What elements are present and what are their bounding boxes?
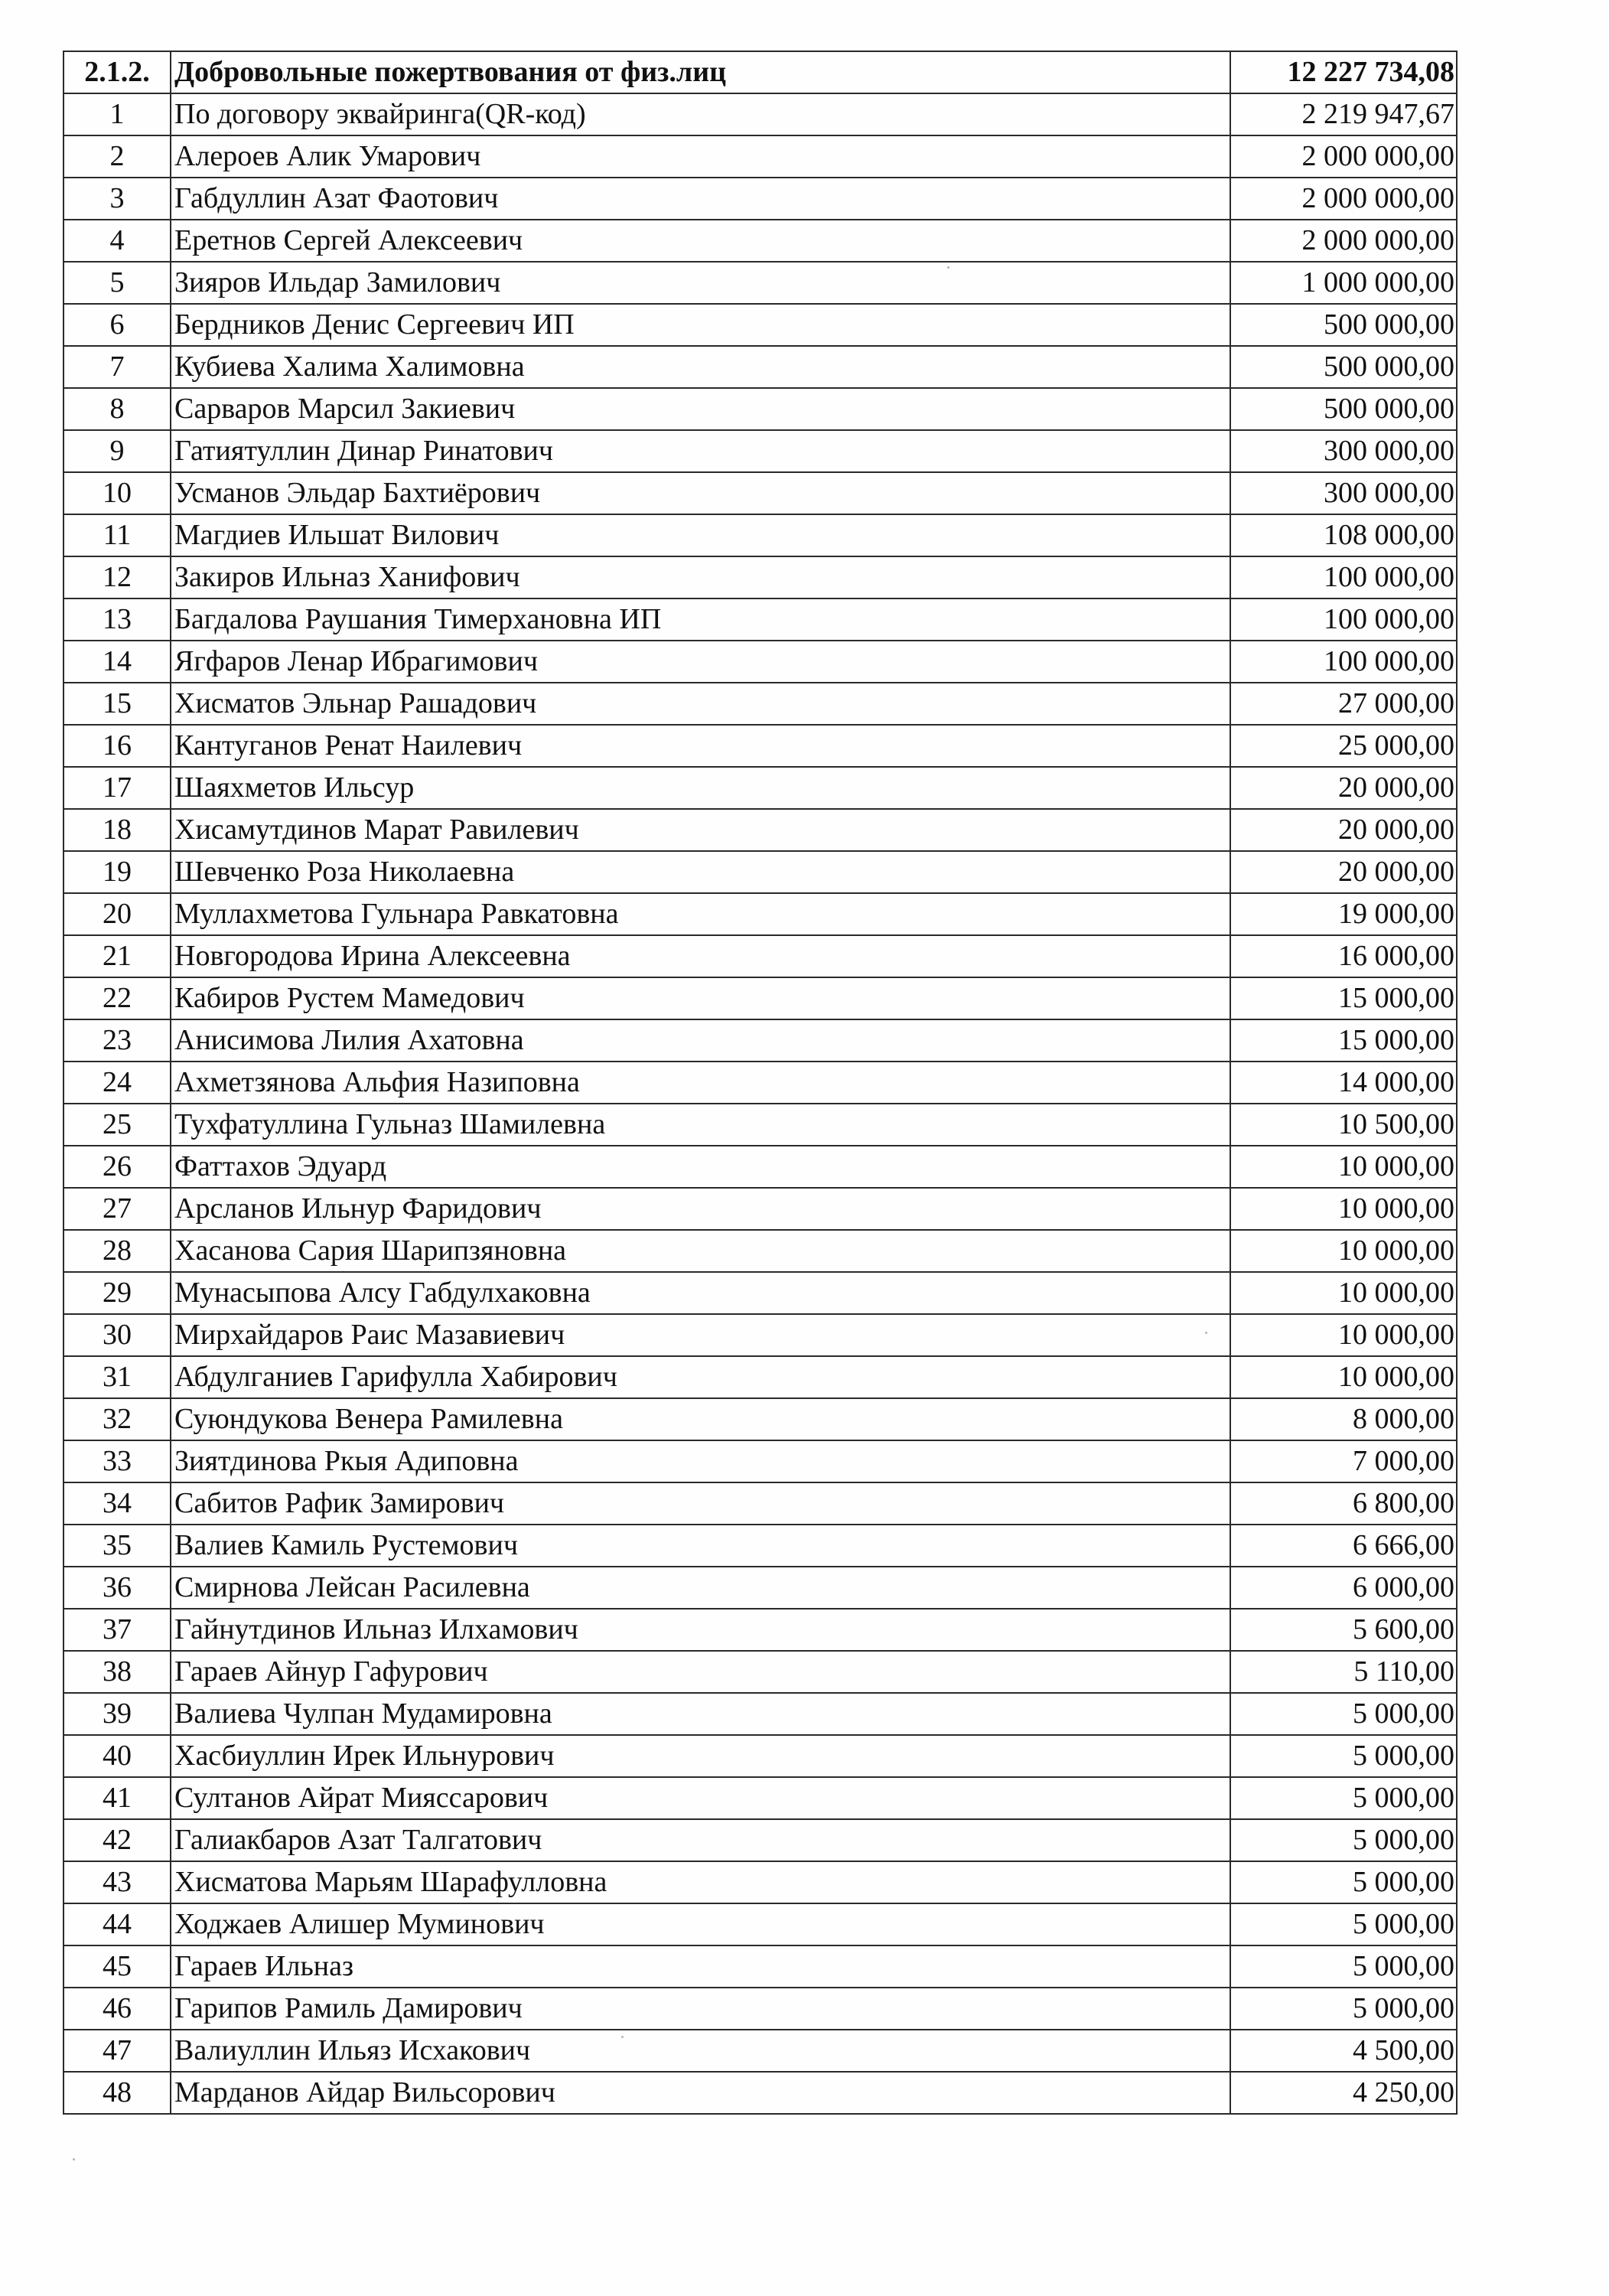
row-number: 43	[64, 1861, 171, 1903]
row-number: 8	[64, 388, 171, 430]
table-row	[64, 1314, 1457, 1356]
donation-amount: 500 000,00	[1230, 388, 1457, 430]
row-number: 19	[64, 851, 171, 893]
row-number: 47	[64, 2030, 171, 2072]
donation-amount: 10 000,00	[1230, 1230, 1457, 1272]
table-row	[64, 430, 1457, 472]
row-number: 21	[64, 935, 171, 977]
table-row	[64, 1482, 1457, 1525]
donor-name: Габдуллин Азат Фаотович	[171, 178, 1230, 220]
table-row	[64, 1398, 1457, 1440]
row-number: 29	[64, 1272, 171, 1314]
donation-amount: 20 000,00	[1230, 809, 1457, 851]
donor-name: Кабиров Рустем Мамедович	[171, 977, 1230, 1019]
row-number: 17	[64, 767, 171, 809]
donation-amount: 5 000,00	[1230, 1988, 1457, 2030]
row-number: 11	[64, 514, 171, 556]
row-number: 25	[64, 1104, 171, 1146]
table-row	[64, 514, 1457, 556]
row-number: 38	[64, 1651, 171, 1693]
donor-name: Суюндукова Венера Рамилевна	[171, 1398, 1230, 1440]
row-number: 23	[64, 1019, 171, 1062]
donation-amount: 5 000,00	[1230, 1693, 1457, 1735]
donor-name: Тухфатуллина Гульназ Шамилевна	[171, 1104, 1230, 1146]
row-number: 20	[64, 893, 171, 935]
donor-name: Гараев Ильназ	[171, 1945, 1230, 1988]
table-row	[64, 1525, 1457, 1567]
donation-amount: 10 000,00	[1230, 1314, 1457, 1356]
donor-name: Кубиева Халима Халимовна	[171, 346, 1230, 388]
donation-amount: 15 000,00	[1230, 1019, 1457, 1062]
table-row	[64, 725, 1457, 767]
row-number: 39	[64, 1693, 171, 1735]
donor-name: Хисамутдинов Марат Равилевич	[171, 809, 1230, 851]
row-number: 4	[64, 220, 171, 262]
section-title: Добровольные пожертвования от физ.лиц	[171, 51, 1230, 93]
row-number: 33	[64, 1440, 171, 1482]
table-row	[64, 1609, 1457, 1651]
table-row	[64, 1651, 1457, 1693]
donation-amount: 20 000,00	[1230, 767, 1457, 809]
donation-amount: 100 000,00	[1230, 556, 1457, 598]
table-row	[64, 2072, 1457, 2114]
table-row	[64, 1693, 1457, 1735]
donation-amount: 300 000,00	[1230, 472, 1457, 514]
table-row	[64, 1104, 1457, 1146]
scan-speck	[1205, 1332, 1207, 1334]
donation-amount: 108 000,00	[1230, 514, 1457, 556]
donation-amount: 1 000 000,00	[1230, 262, 1457, 304]
donation-amount: 5 000,00	[1230, 1945, 1457, 1988]
donor-name: Валиев Камиль Рустемович	[171, 1525, 1230, 1567]
donation-amount: 5 000,00	[1230, 1903, 1457, 1945]
donation-amount: 5 000,00	[1230, 1819, 1457, 1861]
row-number: 1	[64, 93, 171, 135]
donor-name: Валиуллин Ильяз Исхакович	[171, 2030, 1230, 2072]
table-row	[64, 220, 1457, 262]
donor-name: Гайнутдинов Ильназ Илхамович	[171, 1609, 1230, 1651]
row-number: 30	[64, 1314, 171, 1356]
row-number: 40	[64, 1735, 171, 1777]
scan-speck	[621, 2036, 624, 2038]
donor-name: Смирнова Лейсан Расилевна	[171, 1567, 1230, 1609]
donor-name: Шаяхметов Ильсур	[171, 767, 1230, 809]
donation-amount: 100 000,00	[1230, 641, 1457, 683]
table-row	[64, 1819, 1457, 1861]
row-number: 24	[64, 1062, 171, 1104]
row-number: 9	[64, 430, 171, 472]
row-number: 12	[64, 556, 171, 598]
donor-name: Гараев Айнур Гафурович	[171, 1651, 1230, 1693]
donation-amount: 5 000,00	[1230, 1735, 1457, 1777]
table-row	[64, 1735, 1457, 1777]
row-number: 10	[64, 472, 171, 514]
table-row	[64, 1188, 1457, 1230]
donor-name: Зияров Ильдар Замилович	[171, 262, 1230, 304]
donor-name: Валиева Чулпан Мудамировна	[171, 1693, 1230, 1735]
table-row	[64, 93, 1457, 135]
table-row	[64, 1019, 1457, 1062]
donor-name: Шевченко Роза Николаевна	[171, 851, 1230, 893]
row-number: 13	[64, 598, 171, 641]
row-number: 37	[64, 1609, 171, 1651]
table-row	[64, 1903, 1457, 1945]
table-row	[64, 1230, 1457, 1272]
donation-amount: 6 000,00	[1230, 1567, 1457, 1609]
donor-name: Марданов Айдар Вильсорович	[171, 2072, 1230, 2114]
table-row	[64, 1945, 1457, 1988]
donation-amount: 4 500,00	[1230, 2030, 1457, 2072]
row-number: 14	[64, 641, 171, 683]
table-row	[64, 388, 1457, 430]
row-number: 41	[64, 1777, 171, 1819]
row-number: 45	[64, 1945, 171, 1988]
donor-name: Султанов Айрат Мияссарович	[171, 1777, 1230, 1819]
donor-name: Гарипов Рамиль Дамирович	[171, 1988, 1230, 2030]
row-number: 2	[64, 135, 171, 178]
table-row	[64, 641, 1457, 683]
donor-name: Ягфаров Ленар Ибрагимович	[171, 641, 1230, 683]
donation-amount: 20 000,00	[1230, 851, 1457, 893]
donation-amount: 2 000 000,00	[1230, 135, 1457, 178]
donor-name: Арсланов Ильнур Фаридович	[171, 1188, 1230, 1230]
row-number: 44	[64, 1903, 171, 1945]
donor-name: Фаттахов Эдуард	[171, 1146, 1230, 1188]
donation-amount: 27 000,00	[1230, 683, 1457, 725]
donation-amount: 10 000,00	[1230, 1356, 1457, 1398]
row-number: 7	[64, 346, 171, 388]
donor-name: Бердников Денис Сергеевич ИП	[171, 304, 1230, 346]
donor-name: Багдалова Раушания Тимерхановна ИП	[171, 598, 1230, 641]
donor-name: Еретнов Сергей Алексеевич	[171, 220, 1230, 262]
table-row	[64, 683, 1457, 725]
table-row	[64, 304, 1457, 346]
donation-amount: 5 600,00	[1230, 1609, 1457, 1651]
row-number: 22	[64, 977, 171, 1019]
table-row	[64, 262, 1457, 304]
row-number: 5	[64, 262, 171, 304]
row-number: 31	[64, 1356, 171, 1398]
donor-name: Хасанова Сария Шарипзяновна	[171, 1230, 1230, 1272]
donor-name: Сабитов Рафик Замирович	[171, 1482, 1230, 1525]
donor-name: Ходжаев Алишер Муминович	[171, 1903, 1230, 1945]
row-number: 26	[64, 1146, 171, 1188]
scan-speck	[947, 266, 949, 269]
donation-amount: 2 219 947,67	[1230, 93, 1457, 135]
row-number: 36	[64, 1567, 171, 1609]
donor-name: Хасбиуллин Ирек Ильнурович	[171, 1735, 1230, 1777]
table-row	[64, 1988, 1457, 2030]
donor-name: Абдулганиев Гарифулла Хабирович	[171, 1356, 1230, 1398]
donation-amount: 2 000 000,00	[1230, 178, 1457, 220]
table-row	[64, 1861, 1457, 1903]
table-row	[64, 977, 1457, 1019]
donor-name: Хисматов Эльнар Рашадович	[171, 683, 1230, 725]
row-number: 34	[64, 1482, 171, 1525]
donation-amount: 300 000,00	[1230, 430, 1457, 472]
donation-amount: 500 000,00	[1230, 346, 1457, 388]
donor-name: Ахметзянова Альфия Назиповна	[171, 1062, 1230, 1104]
donation-amount: 6 800,00	[1230, 1482, 1457, 1525]
donor-name: Мунасыпова Алсу Габдулхаковна	[171, 1272, 1230, 1314]
donation-amount: 5 110,00	[1230, 1651, 1457, 1693]
section-header-row	[64, 51, 1457, 93]
donation-amount: 4 250,00	[1230, 2072, 1457, 2114]
donor-name: Анисимова Лилия Ахатовна	[171, 1019, 1230, 1062]
row-number: 15	[64, 683, 171, 725]
row-number: 46	[64, 1988, 171, 2030]
table-row	[64, 1146, 1457, 1188]
table-row	[64, 2030, 1457, 2072]
donor-name: Новгородова Ирина Алексеевна	[171, 935, 1230, 977]
donor-name: Сарваров Марсил Закиевич	[171, 388, 1230, 430]
row-number: 28	[64, 1230, 171, 1272]
table-row	[64, 893, 1457, 935]
table-row	[64, 1567, 1457, 1609]
table-row	[64, 935, 1457, 977]
donation-amount: 5 000,00	[1230, 1777, 1457, 1819]
donation-amount: 14 000,00	[1230, 1062, 1457, 1104]
table-row	[64, 1777, 1457, 1819]
donor-name: Зиятдинова Ркыя Адиповна	[171, 1440, 1230, 1482]
donation-amount: 25 000,00	[1230, 725, 1457, 767]
donation-amount: 16 000,00	[1230, 935, 1457, 977]
table-row	[64, 135, 1457, 178]
donation-amount: 10 000,00	[1230, 1188, 1457, 1230]
row-number: 27	[64, 1188, 171, 1230]
donor-name: Кантуганов Ренат Наилевич	[171, 725, 1230, 767]
table-row	[64, 598, 1457, 641]
donation-amount: 10 000,00	[1230, 1146, 1457, 1188]
donation-amount: 15 000,00	[1230, 977, 1457, 1019]
donor-name: Муллахметова Гульнара Равкатовна	[171, 893, 1230, 935]
donor-name: Усманов Эльдар Бахтиёрович	[171, 472, 1230, 514]
donation-amount: 6 666,00	[1230, 1525, 1457, 1567]
donor-name: Хисматова Марьям Шарафулловна	[171, 1861, 1230, 1903]
row-number: 42	[64, 1819, 171, 1861]
donor-name: Галиакбаров Азат Талгатович	[171, 1819, 1230, 1861]
donor-name: Гатиятуллин Динар Ринатович	[171, 430, 1230, 472]
table-row	[64, 178, 1457, 220]
donor-name: Закиров Ильназ Ханифович	[171, 556, 1230, 598]
row-number: 18	[64, 809, 171, 851]
section-total: 12 227 734,08	[1230, 51, 1457, 93]
table-row	[64, 1062, 1457, 1104]
table-row	[64, 1272, 1457, 1314]
donation-amount: 19 000,00	[1230, 893, 1457, 935]
donation-amount: 100 000,00	[1230, 598, 1457, 641]
table-row	[64, 809, 1457, 851]
table-row	[64, 346, 1457, 388]
donation-amount: 7 000,00	[1230, 1440, 1457, 1482]
section-code: 2.1.2.	[64, 51, 171, 93]
scan-speck	[73, 2158, 75, 2161]
table-row	[64, 1356, 1457, 1398]
donation-amount: 10 000,00	[1230, 1272, 1457, 1314]
row-number: 35	[64, 1525, 171, 1567]
row-number: 48	[64, 2072, 171, 2114]
table-row	[64, 851, 1457, 893]
donation-amount: 8 000,00	[1230, 1398, 1457, 1440]
donor-name: Магдиев Ильшат Вилович	[171, 514, 1230, 556]
donation-amount: 5 000,00	[1230, 1861, 1457, 1903]
donor-name: Мирхайдаров Раис Мазавиевич	[171, 1314, 1230, 1356]
table-row	[64, 472, 1457, 514]
row-number: 32	[64, 1398, 171, 1440]
row-number: 6	[64, 304, 171, 346]
table-row	[64, 556, 1457, 598]
row-number: 16	[64, 725, 171, 767]
donation-amount: 10 500,00	[1230, 1104, 1457, 1146]
row-number: 3	[64, 178, 171, 220]
table-row	[64, 1440, 1457, 1482]
donation-amount: 500 000,00	[1230, 304, 1457, 346]
donor-name: Алероев Алик Умарович	[171, 135, 1230, 178]
table-row	[64, 767, 1457, 809]
donations-table	[63, 51, 1458, 2115]
donation-amount: 2 000 000,00	[1230, 220, 1457, 262]
donor-name: По договору эквайринга(QR-код)	[171, 93, 1230, 135]
donations-table-body	[64, 51, 1457, 2114]
